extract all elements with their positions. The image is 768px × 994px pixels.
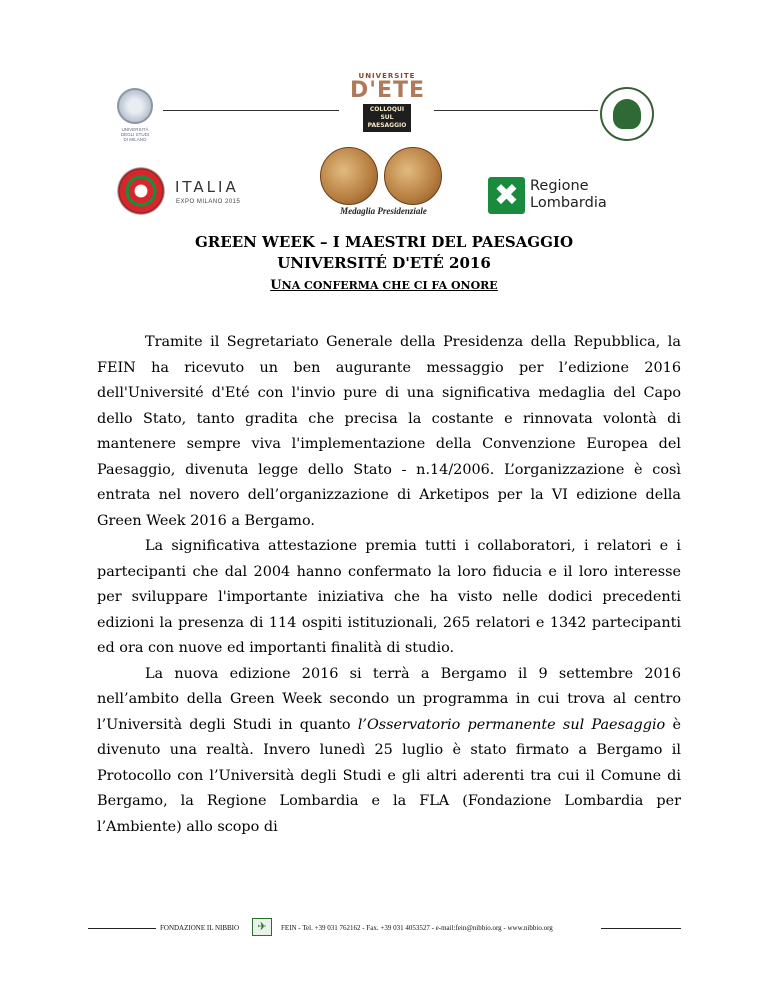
expo-flower-icon [117, 167, 165, 215]
regione-line1: Regione [530, 178, 589, 194]
medal-caption: Medaglia Presidenziale [340, 206, 427, 216]
ude-box [363, 104, 411, 132]
tree-icon [613, 99, 641, 129]
regione-text [530, 178, 607, 212]
expo-name: ITALIA [175, 178, 239, 196]
header-rule-left [163, 110, 339, 111]
ude-line2: D'ETE [350, 78, 426, 103]
paragraph-3 [97, 662, 681, 841]
expo-caption: EXPO MILANO 2015 [176, 199, 241, 205]
medal-back-icon [384, 147, 442, 205]
unimi-seal-icon [117, 88, 153, 124]
ude-box-line1: COLLOQUI SUL [369, 106, 405, 121]
page-footer [0, 916, 768, 940]
footer-rule-right [601, 928, 681, 929]
letterhead [0, 0, 768, 225]
nibbio-bird-icon: ✈ [252, 918, 272, 936]
paragraph-1: Tramite il Segretariato Generale della Presidenza della Repubblica, la FEIN ha ricevuto un ben augurante messaggio per l’edizione 2016 dell'Université d'Eté con l'invio pure di una significativa medaglia del Capo dello Stato, tanto gradita che precisa la costante e rinnovata volontà di mantenere sempre viva l'implementazione della Convenzione Europea del Paesaggio, divenuta legge dello Stato - n.14/2006. L’organizzazione è così entrata nel novero dell’organizzazione di Arketipos per la VI edizione della Green Week 2016 a Bergamo. [97, 334, 681, 529]
footer-contact: FEIN - Tel. +39 031 762162 - Fax. +39 031 4053527 - e-mail:fein@nibbio.org - www.nibbio.org [281, 924, 553, 932]
paragraph-2: La significativa attestazione premia tutti i collaboratori, i relatori e i partecipanti che dal 2004 hanno confermato la loro fiducia e il loro interesse per sviluppare l'importante iniziativa che ha visto nelle dodici precedenti edizioni la presenza di 114 ospiti istituzionali, 265 relatori e 1342 partecipanti ed ora con nuove ed importanti finalità di studio. [97, 538, 681, 656]
regione-line2: Lombardia [530, 195, 607, 211]
medal-front-icon [320, 147, 378, 205]
ude-line1: UNIVERSITE [358, 72, 416, 80]
footer-rule-left [88, 928, 156, 929]
article-body [97, 330, 681, 840]
footer-org: FONDAZIONE IL NIBBIO [160, 924, 240, 932]
paragraph-3-part-b: è divenuto una realtà. Invero lunedì 25 luglio è stato firmato a Bergamo il Protocollo con l’Università degli Studi e gli altri aderenti tra cui il Comune di Bergamo, la Regione Lombardia e la FLA (Fondazione Lombardia per l’Ambiente) allo scopo di [97, 716, 681, 835]
regione-mark-icon: ✖ [488, 177, 525, 214]
subtitle-initial: U [270, 278, 282, 293]
universitas-studiorum-logo [600, 87, 654, 141]
presidential-medal [316, 147, 466, 217]
title-line2: UNIVERSITÉ D'ETÉ 2016 [277, 254, 491, 272]
paragraph-3-part-a: La nuova edizione 2016 si terrà a Bergamo il 9 settembre 2016 nell’ambito della Green Week secondo un programma in cui trova al centro l’Università degli Studi in quanto [97, 665, 681, 733]
paragraph-3-emphasis: l’Osservatorio permanente sul Paesaggio [357, 716, 666, 733]
title-line1: GREEN WEEK – I MAESTRI DEL PAESAGGIO [194, 233, 574, 251]
subtitle [0, 276, 768, 296]
universite-dete-logo [350, 72, 424, 140]
regione-lombardia-logo [488, 177, 638, 217]
header-rule-right [434, 110, 598, 111]
expo-milano-logo [117, 167, 277, 217]
universita-milano-logo [113, 88, 157, 143]
unimi-caption: UNIVERSITÀ DEGLI STUDI DI MILANO [120, 127, 150, 142]
subtitle-rest: NA CONFERMA CHE CI FA ONORE [281, 279, 498, 292]
document-titles [0, 232, 768, 296]
ude-box-line2: PAESAGGIO [367, 122, 407, 129]
